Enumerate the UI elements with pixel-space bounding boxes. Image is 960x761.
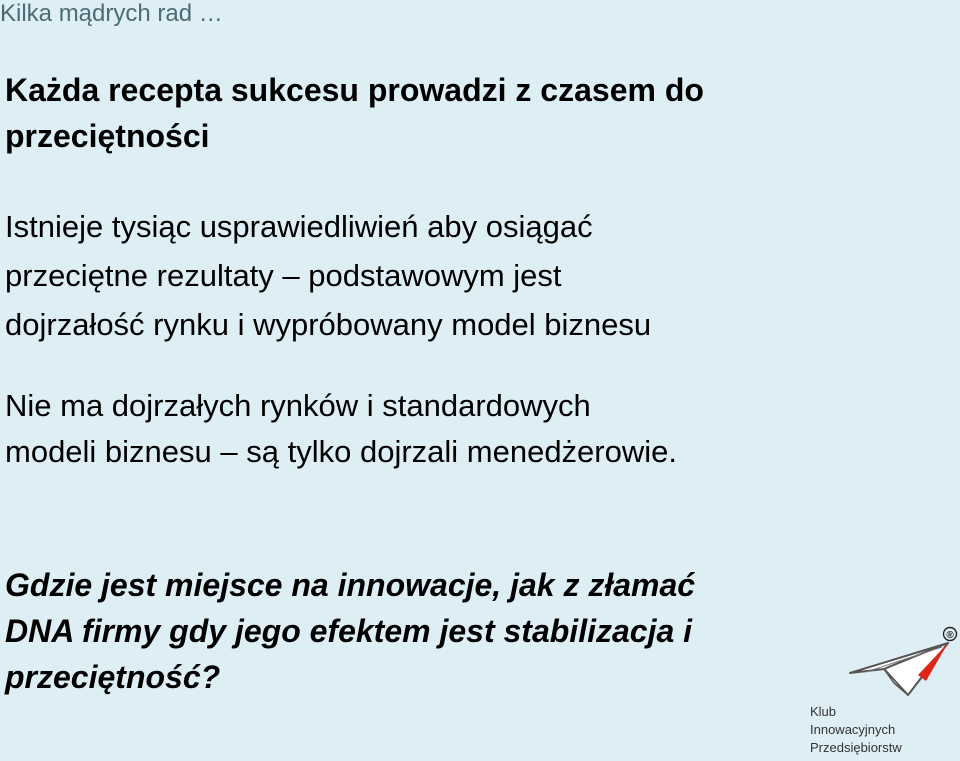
question-line: przeciętność? <box>5 659 221 695</box>
second-paragraph <box>5 383 677 475</box>
registered-mark: ® <box>946 630 954 641</box>
first-paragraph-line: przeciętne rezultaty – podstawowym jest <box>5 258 562 293</box>
paper-plane-icon <box>846 625 960 699</box>
logo-text-line: Przedsiębiorstw <box>810 740 902 755</box>
second-paragraph-line: Nie ma dojrzałych rynków i standardowych <box>5 388 591 423</box>
headline-line: Każda recepta sukcesu prowadzi z czasem do <box>5 72 704 108</box>
first-paragraph <box>5 202 651 349</box>
second-paragraph-line: modeli biznesu – są tylko dojrzali menedżerowie. <box>5 434 677 469</box>
logo-text-line: Klub <box>810 704 837 719</box>
question-paragraph <box>5 562 695 700</box>
logo-text-line: Innowacyjnych <box>810 722 896 737</box>
club-logo <box>806 625 960 761</box>
question-line: DNA firmy gdy jego efektem jest stabilizacja i <box>5 613 693 649</box>
headline-line: przeciętności <box>5 118 210 154</box>
headline-paragraph <box>5 67 704 159</box>
first-paragraph-line: Istnieje tysiąc usprawiedliwień aby osiągać <box>5 209 593 244</box>
logo-text <box>810 703 902 757</box>
slide-header: Kilka mądrych rad … <box>0 0 223 27</box>
question-line: Gdzie jest miejsce na innowacje, jak z złamać <box>5 567 696 603</box>
first-paragraph-line: dojrzałość rynku i wypróbowany model biznesu <box>5 307 652 342</box>
